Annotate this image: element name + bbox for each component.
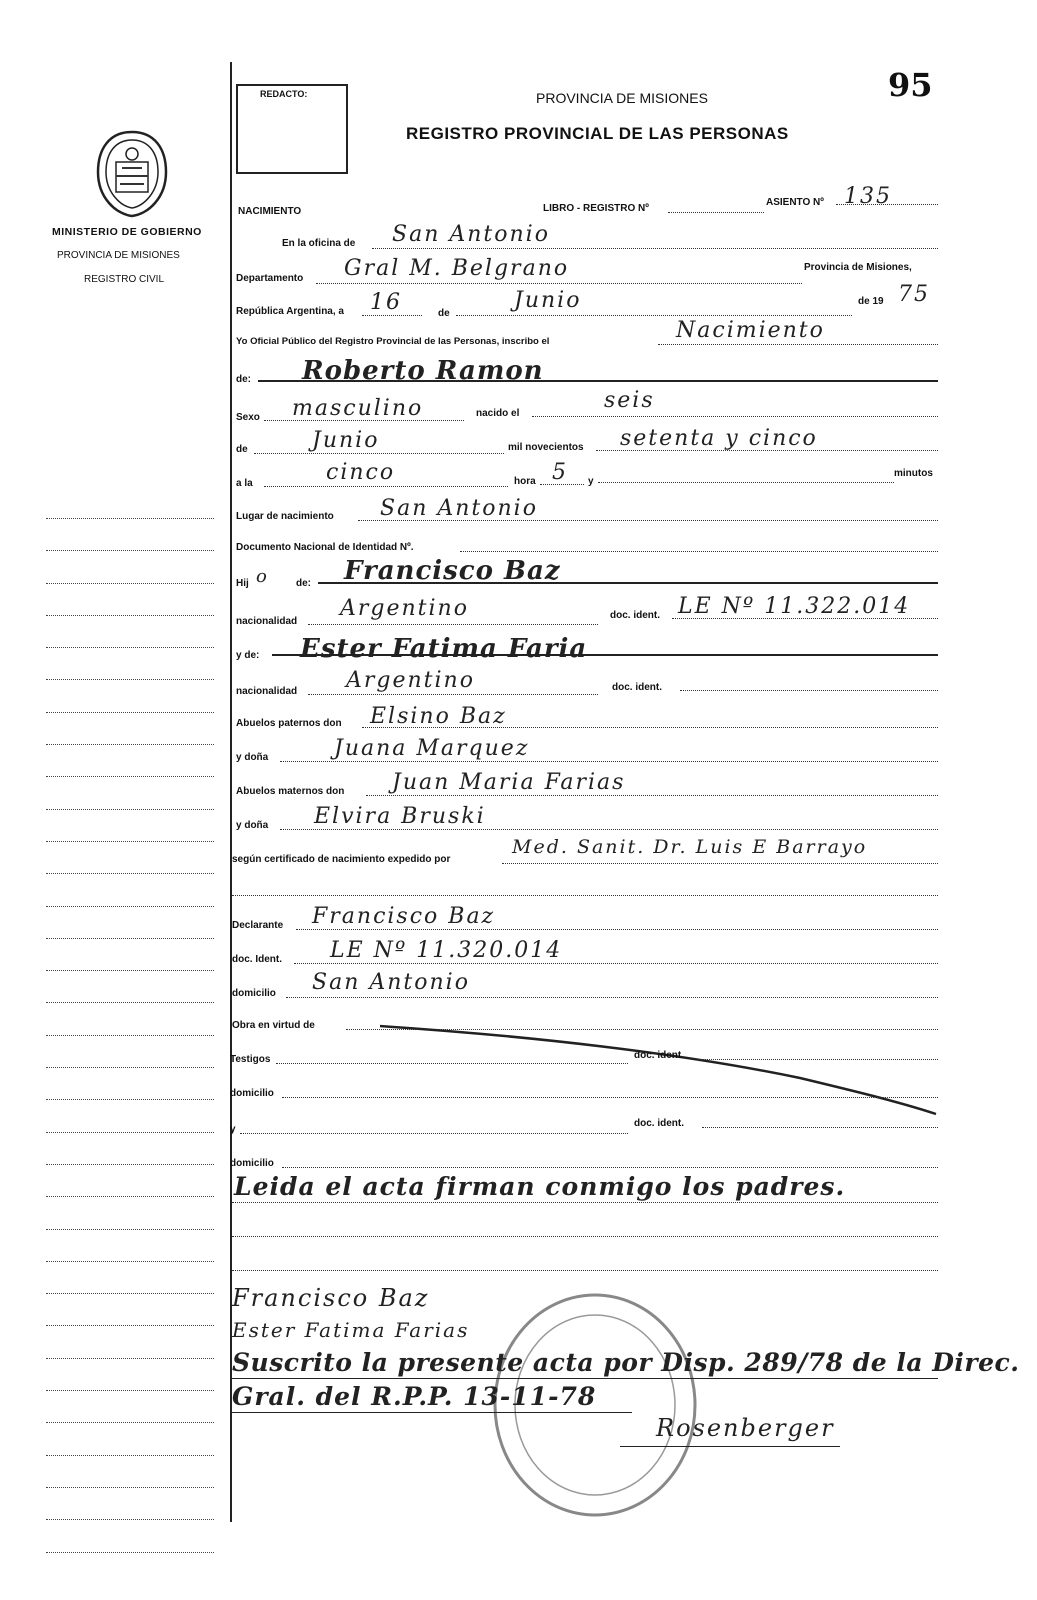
de-label-2: de (236, 444, 248, 455)
abuela-materna-value: Elvira Bruski (314, 804, 486, 829)
fill-in-line (698, 1059, 938, 1060)
fill-in-line (282, 1097, 938, 1098)
anio-nac-value: setenta y cinco (620, 426, 818, 451)
domicilio-label-1: domicilio (232, 988, 276, 999)
doc-declarante-value: LE Nº 11.320.014 (330, 938, 563, 963)
provincia-label: Provincia de Misiones, (804, 262, 912, 273)
doc-padre-value: LE Nº 11.322.014 (678, 594, 911, 619)
departamento-label: Departamento (236, 273, 304, 284)
anio-value: 75 (898, 282, 930, 307)
margin-ruled-line (46, 776, 214, 777)
sexo-label: Sexo (236, 412, 260, 423)
asiento-label: ASIENTO Nº (766, 197, 824, 208)
margin-ruled-line (46, 712, 214, 713)
fill-in-line (296, 929, 938, 930)
margin-ruled-line (46, 615, 214, 616)
de19-label: de 19 (858, 296, 884, 307)
margin-ruled-line (46, 1035, 214, 1036)
de-label-1: de (438, 308, 450, 319)
margin-ruled-line (46, 938, 214, 939)
fill-in-line (264, 486, 508, 487)
margin-ruled-line (46, 550, 214, 551)
abuelo-materno-value: Juan Maria Farias (392, 770, 626, 795)
nombre-value: Roberto Ramon (302, 356, 544, 386)
margin-ruled-line (46, 841, 214, 842)
padre-value: Francisco Baz (344, 556, 561, 586)
hij-label: Hij (236, 578, 249, 589)
fill-in-line (668, 212, 764, 213)
margin-ruled-line (46, 1487, 214, 1488)
fill-in-line (362, 315, 422, 316)
fill-in-line (460, 551, 938, 552)
fill-in-line (366, 795, 938, 796)
nac-madre-value: Argentino (346, 668, 475, 693)
signature-madre: Ester Fatima Farias (232, 1318, 470, 1342)
margin-ruled-line (46, 1422, 214, 1423)
margin-ruled-line (46, 1552, 214, 1553)
margin-ruled-line (46, 1358, 214, 1359)
madre-value: Ester Fatima Faria (300, 634, 588, 664)
margin-ruled-line (46, 1325, 214, 1326)
official-signature: Rosenberger (656, 1414, 835, 1442)
annotation-line-1: Suscrito la presente acta por Disp. 289/78 de la Direc. (232, 1348, 1020, 1377)
fill-in-line (658, 344, 938, 345)
nac-padre-value: Argentino (340, 596, 469, 621)
folio-number: 95 (888, 66, 933, 104)
fill-in-line (254, 453, 504, 454)
fill-in-line (232, 895, 938, 896)
margin-ruled-line (46, 744, 214, 745)
hora-value: 5 (552, 460, 568, 485)
segun-label: según certificado de nacimiento expedido por (232, 854, 451, 865)
fill-in-line (672, 618, 938, 619)
fill-in-line (240, 1133, 628, 1134)
nacionalidad-label-2: nacionalidad (236, 686, 298, 697)
fill-in-line (280, 829, 938, 830)
underline-rule (272, 654, 938, 656)
hora-texto-value: cinco (326, 460, 396, 485)
fill-in-line (308, 694, 598, 695)
testigos-label: Testigos (230, 1054, 271, 1065)
de-nombre-label: de: (236, 374, 251, 385)
fill-in-line (358, 520, 938, 521)
margin-ruled-line (46, 1099, 214, 1100)
margin-ruled-line (46, 1455, 214, 1456)
domicilio-label-2: domicilio (230, 1088, 274, 1099)
margin-ruled-line (46, 809, 214, 810)
sexo-value: masculino (292, 396, 424, 421)
fill-in-line (598, 482, 894, 483)
registry-name: REGISTRO CIVIL (84, 274, 165, 285)
obra-label: Obra en virtud de (232, 1020, 315, 1031)
abuelos-maternos-label: Abuelos maternos don (236, 786, 345, 797)
underline-rule (318, 582, 938, 584)
fill-in-line (596, 450, 938, 451)
y-de-label: y de: (236, 650, 260, 661)
fill-in-line (232, 1202, 938, 1203)
oficina-value: San Antonio (392, 222, 550, 247)
fill-in-line (280, 761, 938, 762)
mil-label: mil novecientos (508, 442, 584, 453)
margin-ruled-line (46, 1002, 214, 1003)
doc-ident-label-4: doc. ident (634, 1050, 682, 1061)
y-dona-label-2: y doña (236, 820, 269, 831)
hij-suffix: o (256, 566, 269, 587)
margin-ruled-line (46, 1164, 214, 1165)
fill-in-line (232, 1270, 938, 1271)
nota-value: Leida el acta firman conmigo los padres. (234, 1172, 846, 1201)
oficina-label: En la oficina de (282, 238, 356, 249)
declarante-value: Francisco Baz (312, 904, 496, 929)
fill-in-line (502, 863, 938, 864)
nacido-value: seis (604, 388, 655, 413)
fill-in-line (540, 484, 584, 485)
y-label: y (588, 476, 594, 487)
nacimiento-label: NACIMIENTO (238, 206, 302, 217)
fill-in-line (362, 727, 938, 728)
margin-ruled-line (46, 1067, 214, 1068)
margin-ruled-line (46, 906, 214, 907)
margin-ruled-line (46, 873, 214, 874)
fill-in-line (294, 963, 938, 964)
underline-rule (232, 1412, 632, 1413)
fill-in-line (836, 204, 938, 205)
inscribo-value: Nacimiento (676, 318, 825, 343)
margin-ruled-line (46, 1132, 214, 1133)
underline-rule (620, 1446, 840, 1447)
domicilio-label-3: domicilio (230, 1158, 274, 1169)
republica-label: República Argentina, a (236, 306, 344, 317)
mes-value: Junio (514, 288, 582, 313)
certificado-value: Med. Sanit. Dr. Luis E Barrayo (512, 836, 868, 858)
doc-ident-label-3: doc. Ident. (232, 954, 282, 965)
underline-rule (258, 380, 938, 382)
dia-value: 16 (370, 290, 402, 315)
signature-padre: Francisco Baz (232, 1284, 430, 1312)
margin-ruled-line (46, 1261, 214, 1262)
doc-ident-label-5: doc. ident. (634, 1118, 684, 1129)
fill-in-line (308, 624, 598, 625)
mes-nac-value: Junio (312, 428, 380, 453)
fill-in-line (282, 1167, 938, 1168)
libro-label: LIBRO - REGISTRO Nº (543, 203, 649, 214)
abuela-paterna-value: Juana Marquez (334, 736, 530, 761)
margin-ruled-line (46, 970, 214, 971)
departamento-value: Gral M. Belgrano (344, 256, 570, 281)
margin-ruled-line (46, 583, 214, 584)
redacto-label: REDACTO: (260, 89, 308, 99)
margin-ruled-line (46, 1390, 214, 1391)
doc-ident-label-1: doc. ident. (610, 610, 660, 621)
margin-ruled-line (46, 679, 214, 680)
fill-in-line (456, 315, 852, 316)
fill-in-line (316, 283, 802, 284)
fill-in-line (286, 997, 938, 998)
ministry-name: MINISTERIO DE GOBIERNO (52, 226, 202, 238)
fill-in-line (372, 248, 938, 249)
margin-ruled-line (46, 1293, 214, 1294)
y-dona-label-1: y doña (236, 752, 269, 763)
fill-in-line (264, 420, 464, 421)
fill-in-line (232, 1236, 938, 1237)
minutos-label: minutos (894, 468, 933, 479)
margin-ruled-line (46, 647, 214, 648)
nacionalidad-label-1: nacionalidad (236, 616, 298, 627)
hora-label: hora (514, 476, 536, 487)
lugar-value: San Antonio (380, 496, 538, 521)
underline-rule (232, 1378, 938, 1379)
province-name: PROVINCIA DE MISIONES (57, 250, 180, 261)
margin-ruled-line (46, 1196, 214, 1197)
fill-in-line (276, 1063, 628, 1064)
fill-in-line (680, 690, 938, 691)
domicilio-value: San Antonio (312, 970, 470, 995)
fill-in-line (702, 1127, 938, 1128)
documento-label: Documento Nacional de Identidad Nº. (236, 542, 414, 553)
page-title: REGISTRO PROVINCIAL DE LAS PERSONAS (406, 124, 789, 143)
cancel-stroke (380, 1018, 940, 1118)
margin-ruled-line (46, 518, 214, 519)
header-province: PROVINCIA DE MISIONES (536, 90, 708, 106)
provincial-seal-emblem (92, 128, 172, 220)
annotation-line-2: Gral. del R.P.P. 13-11-78 (232, 1382, 597, 1411)
declarante-label: Declarante (232, 920, 284, 931)
doc-ident-label-2: doc. ident. (612, 682, 662, 693)
abuelo-paterno-value: Elsino Baz (370, 704, 507, 729)
fill-in-line (532, 416, 938, 417)
yo-oficial-label: Yo Oficial Público del Registro Provincial de las Personas, inscribo el (236, 336, 550, 347)
margin-ruled-line (46, 1229, 214, 1230)
a-la-label: a la (236, 478, 253, 489)
asiento-value: 135 (844, 184, 892, 209)
abuelos-paternos-label: Abuelos paternos don (236, 718, 342, 729)
lugar-label: Lugar de nacimiento (236, 511, 334, 522)
de-padre-label: de: (296, 578, 311, 589)
margin-ruled-line (46, 1519, 214, 1520)
y-label-2: y (230, 1124, 236, 1135)
nacido-label: nacido el (476, 408, 520, 419)
